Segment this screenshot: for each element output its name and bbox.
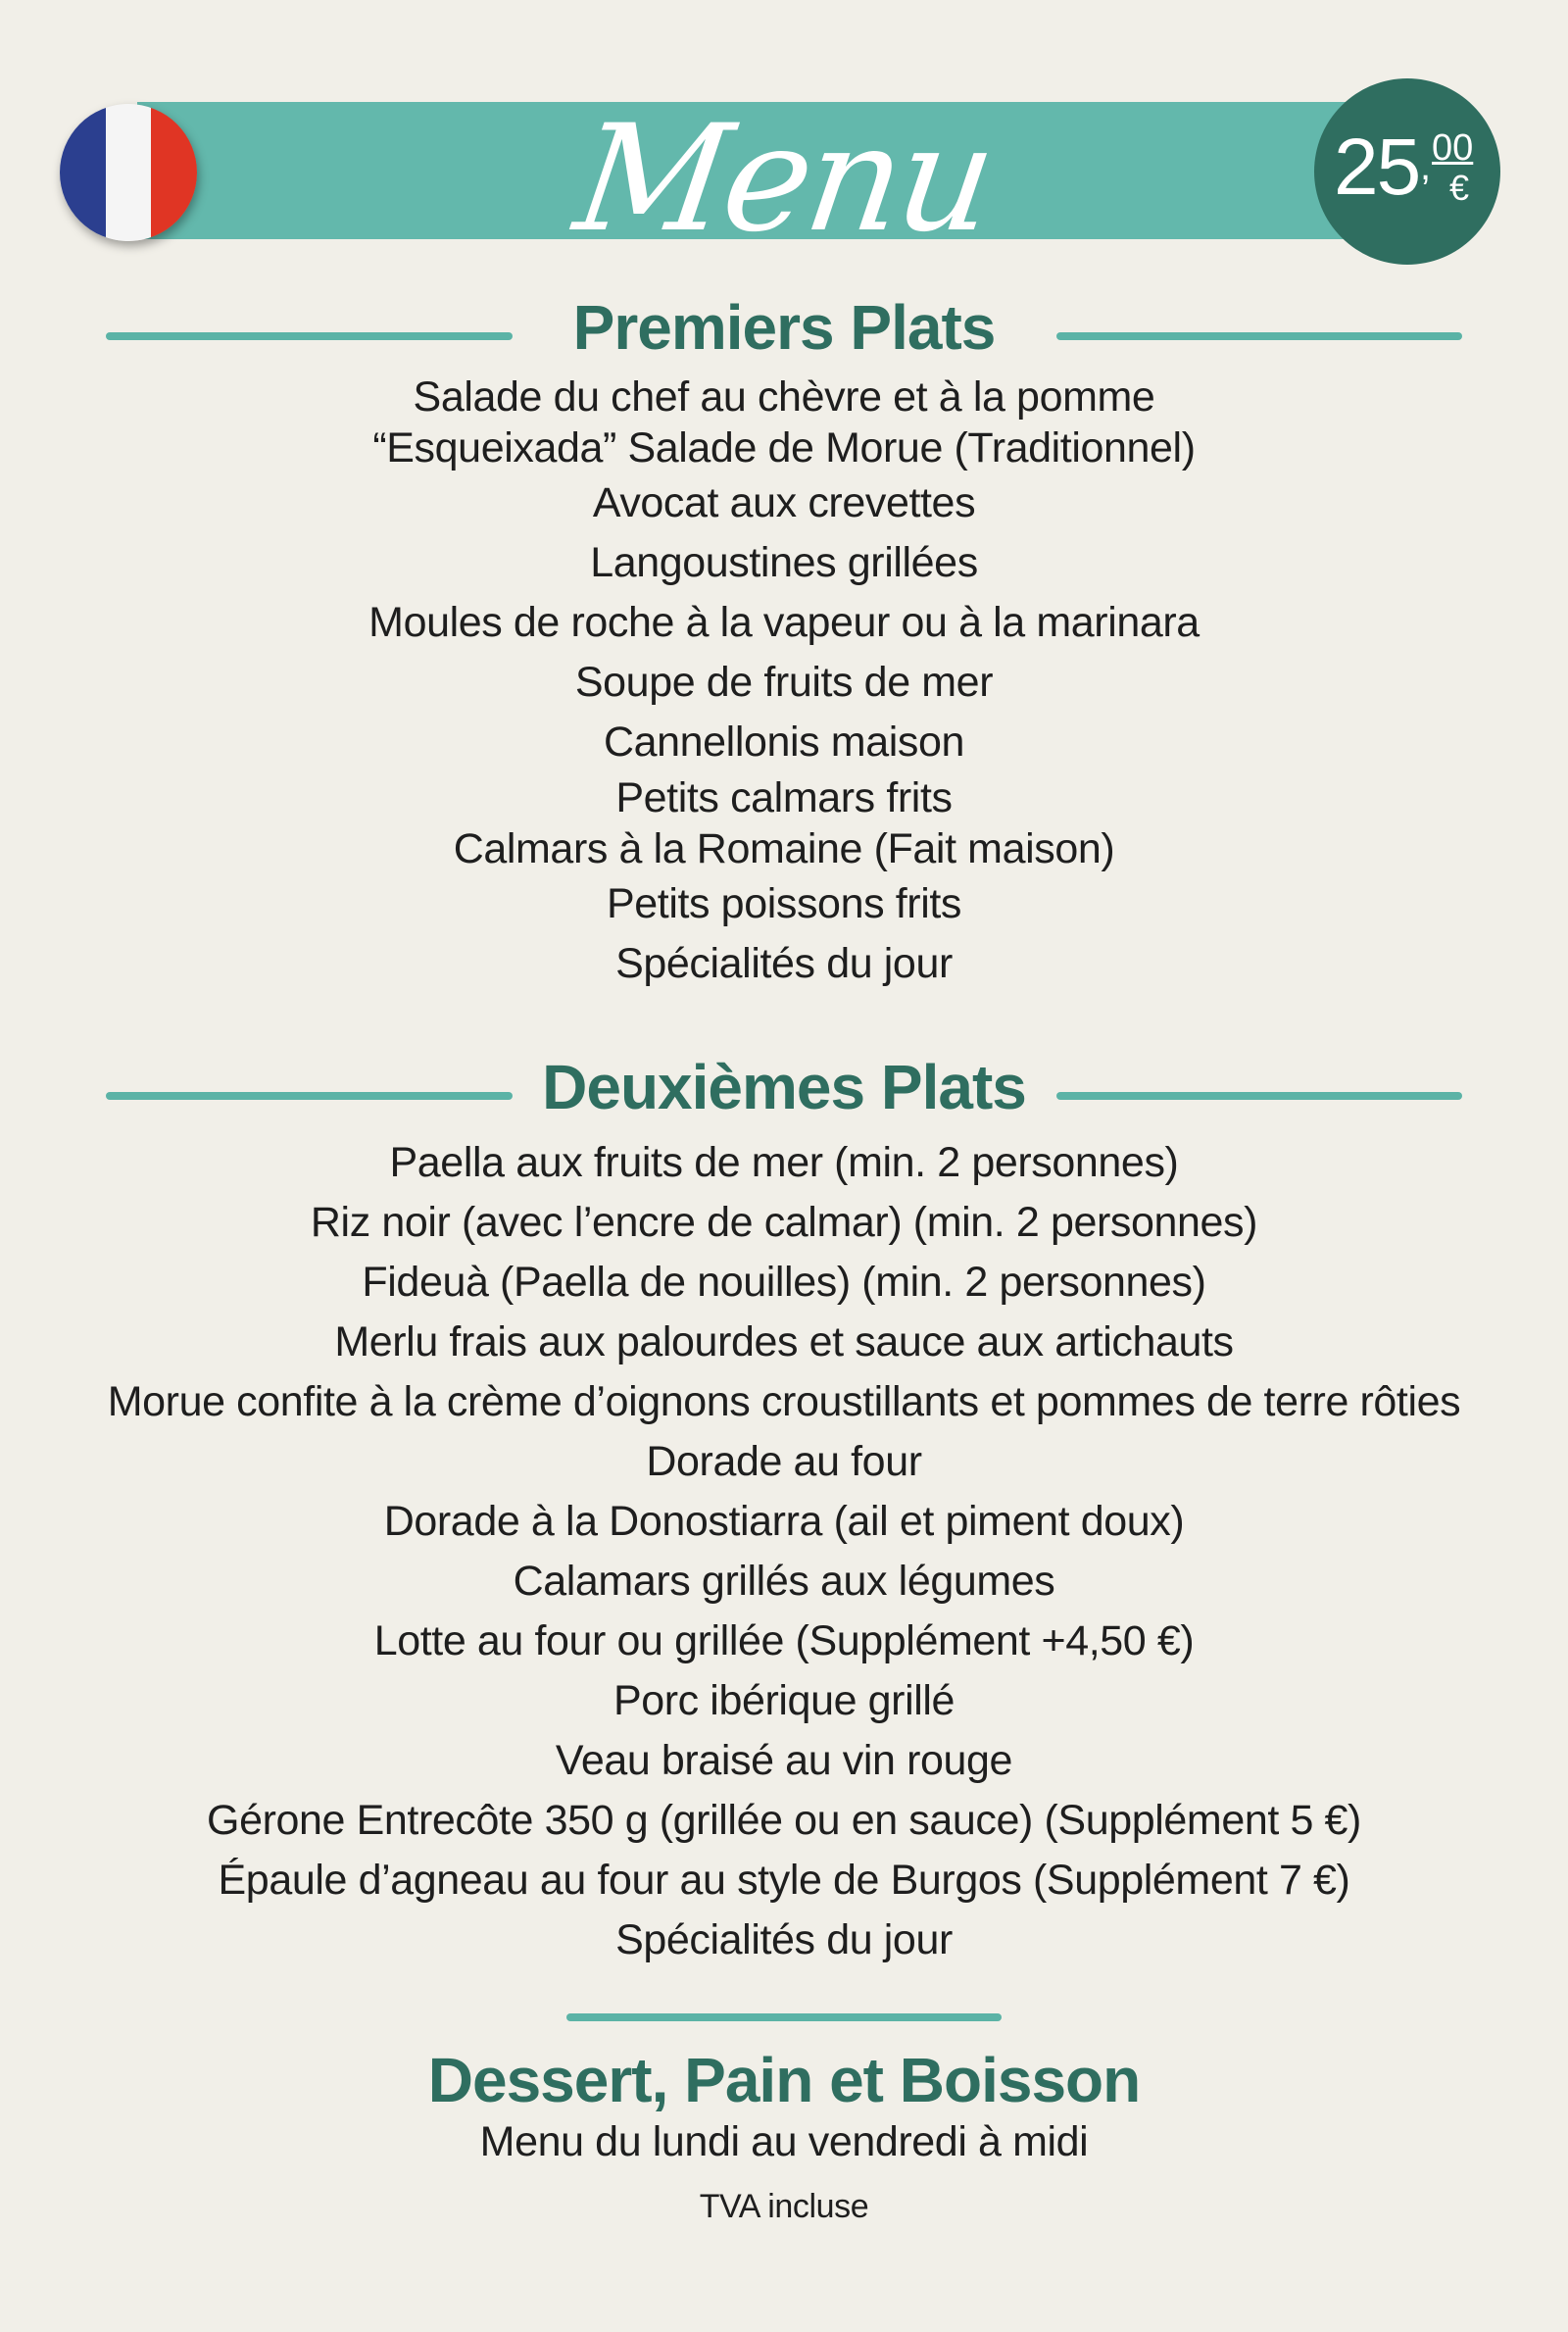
menu-item: Cannellonis maison — [603, 719, 965, 766]
menu-item: Calamars grillés aux légumes — [513, 1558, 1055, 1605]
section-title-premiers-plats: Premiers Plats — [572, 292, 996, 363]
price-decimals: 00 — [1432, 127, 1474, 169]
menu-item: Gérone Entrecôte 350 g (grillée ou en sauce) (Supplément 5 €) — [207, 1797, 1361, 1844]
price-integer: 25 — [1334, 123, 1420, 212]
flag-band-blue — [60, 104, 106, 241]
vat-note: TVA incluse — [699, 2188, 869, 2225]
flag-band-white — [106, 104, 152, 241]
price-badge — [1314, 78, 1500, 265]
footer-title: Dessert, Pain et Boisson — [427, 2045, 1141, 2115]
section-items-premiers-plats — [0, 372, 1568, 994]
menu-item: Soupe de fruits de mer — [574, 659, 994, 706]
menu-item: Spécialités du jour — [615, 940, 953, 987]
price-currency: € — [1449, 168, 1470, 208]
menu-item: Avocat aux crevettes — [592, 479, 976, 526]
menu-item: Moules de roche à la vapeur ou à la marinara — [368, 599, 1200, 646]
menu-item: Merlu frais aux palourdes et sauce aux artichauts — [334, 1318, 1234, 1365]
menu-item: “Esqueixada” Salade de Morue (Traditionnel) — [372, 424, 1196, 471]
menu-item: Petits calmars frits — [615, 774, 953, 821]
menu-item: Porc ibérique grillé — [612, 1677, 956, 1724]
menu-item: Épaule d’agneau au four au style de Burgos (Supplément 7 €) — [218, 1857, 1350, 1904]
menu-item: Dorade à la Donostiarra (ail et piment doux) — [383, 1498, 1185, 1545]
section-title-deuxiemes-plats: Deuxièmes Plats — [542, 1052, 1026, 1122]
menu-title: Menu — [565, 94, 1003, 265]
menu-item: Dorade au four — [646, 1438, 922, 1485]
menu-item: Lotte au four ou grillée (Supplément +4,50 €) — [373, 1617, 1195, 1664]
menu-item: Morue confite à la crème d’oignons croustillants et pommes de terre rôties — [107, 1378, 1461, 1425]
footer-subtitle: Menu du lundi au vendredi à midi — [479, 2118, 1089, 2165]
menu-item: Paella aux fruits de mer (min. 2 personnes) — [389, 1139, 1179, 1186]
menu-item: Calmars à la Romaine (Fait maison) — [453, 825, 1115, 872]
price-separator: , — [1420, 145, 1432, 188]
menu-item: Petits poissons frits — [606, 880, 961, 927]
menu-item: Langoustines grillées — [590, 539, 978, 586]
french-flag-icon — [60, 104, 197, 241]
menu-item: Spécialités du jour — [615, 1916, 953, 1963]
section-items-deuxiemes-plats — [0, 1133, 1568, 1970]
menu-item: Riz noir (avec l’encre de calmar) (min. 2 personnes) — [310, 1199, 1258, 1246]
menu-item: Fideuà (Paella de nouilles) (min. 2 personnes) — [362, 1259, 1206, 1306]
menu-item: Salade du chef au chèvre et à la pomme — [413, 373, 1155, 421]
footer-divider — [566, 2013, 1002, 2021]
menu-item: Veau braisé au vin rouge — [555, 1737, 1013, 1784]
